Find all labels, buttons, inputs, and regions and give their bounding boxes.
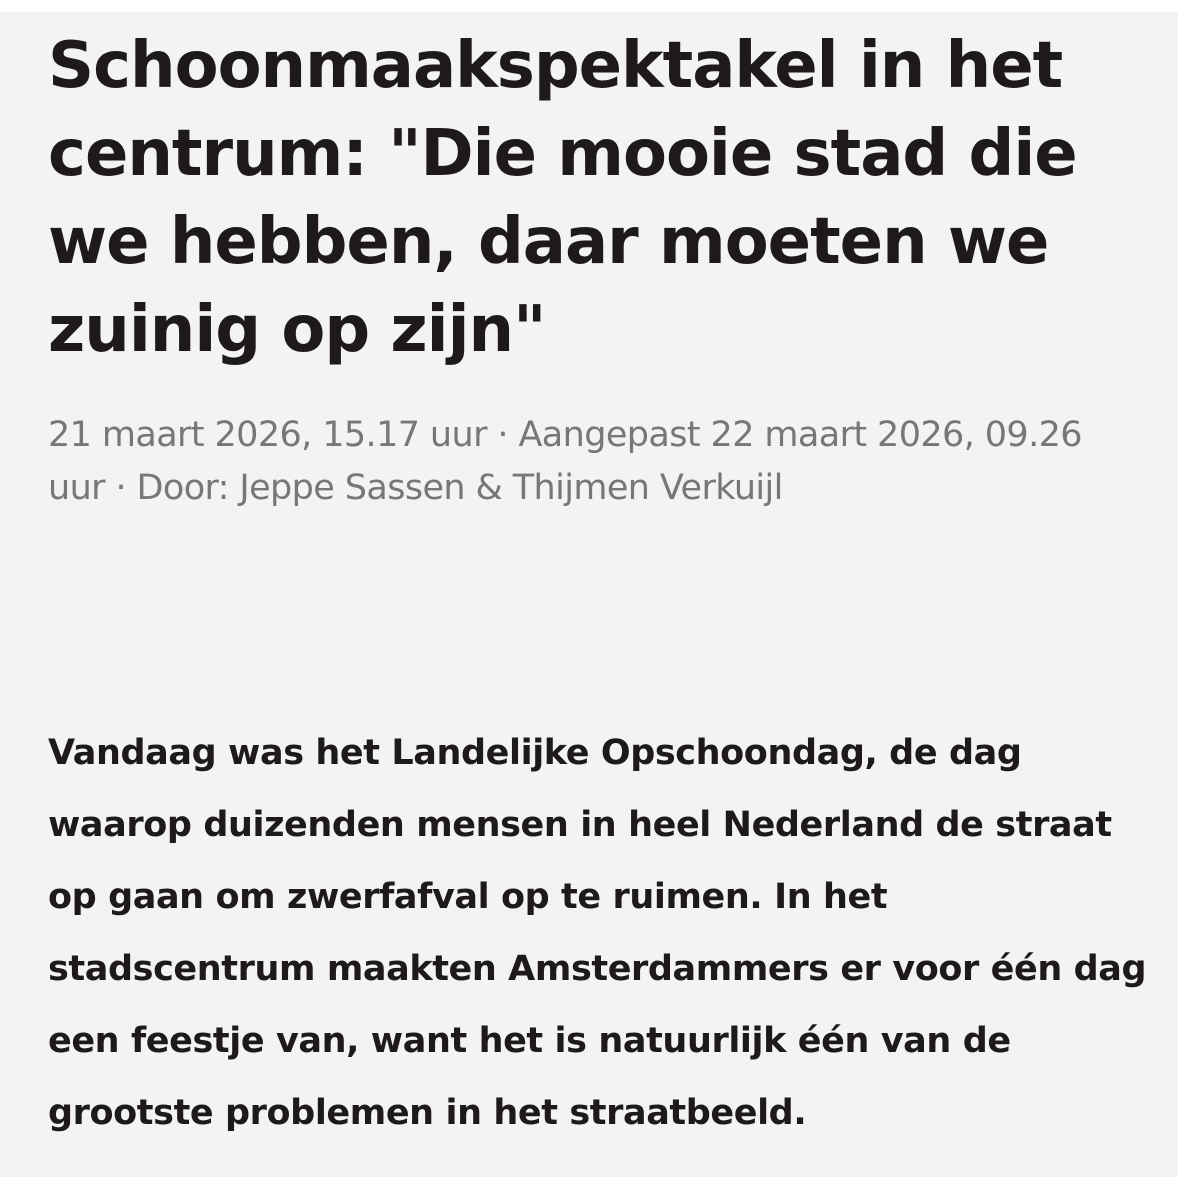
article-meta: 21 maart 2026, 15.17 uur · Aangepast 22 maart 2026, 09.26 uur · Door: Jeppe Sassen & Thijmen Verkuijl xyxy=(48,415,1082,508)
article-headline: Schoonmaakspektakel in het centrum: "Die mooie stad die we hebben, daar moeten we zuinig op zijn" xyxy=(48,29,1077,367)
article-container xyxy=(0,12,1178,1177)
article-lead: Vandaag was het Landelijke Opschoondag, de dag waarop duizenden mensen in heel Nederland de straat op gaan om zwerfafval op te ruimen. In het stadscentrum maakten Amsterdammers er voor één dag een feestje van, want het is natuurlijk één van de grootste problemen in het straatbeeld. xyxy=(48,733,1147,1133)
